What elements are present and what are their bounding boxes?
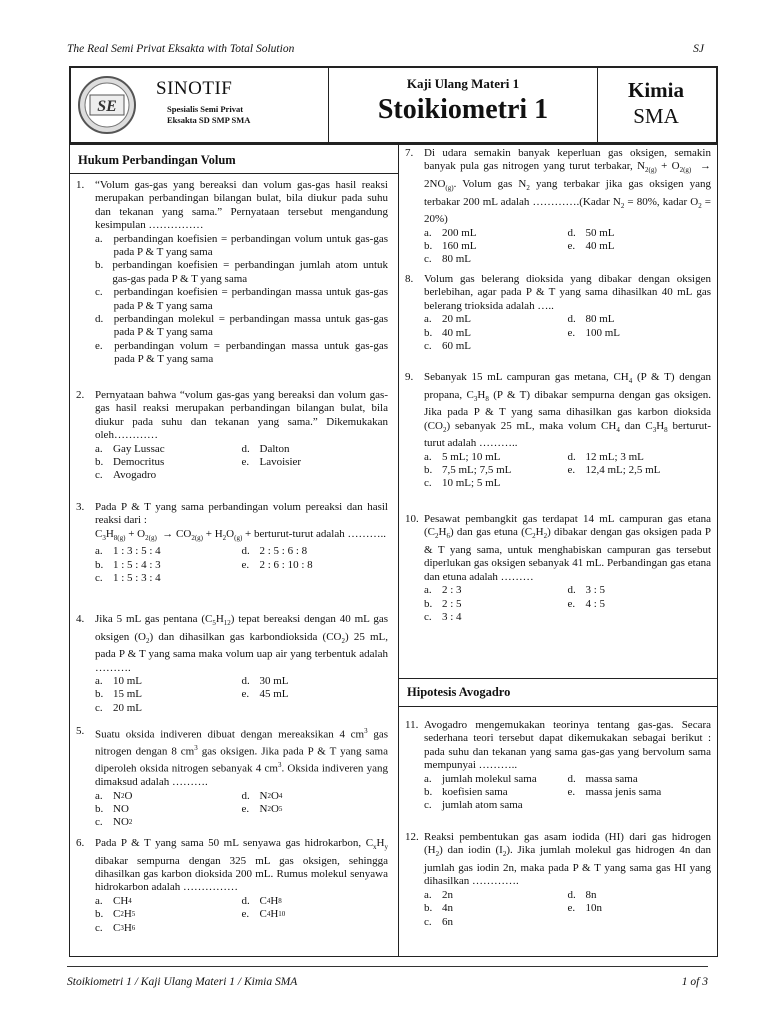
- section-divider: [398, 706, 718, 707]
- level-label: SMA: [633, 104, 679, 128]
- kaji-label: Kaji Ulang Materi 1: [406, 76, 520, 91]
- subject-block: [596, 68, 716, 142]
- section-title-avogadro: Hipotesis Avogadro: [407, 685, 511, 699]
- subject-label: Kimia: [628, 78, 684, 102]
- document-header: [69, 66, 718, 144]
- question-12: 12. Reaksi pembentukan gas asam iodida (HI) dari gas hidrogen $(H_2)$ dan iodin $(I_2)$. Jika jumlah molekul gas hidrogen 4n dan jumlah gas iodin 2n, maka pada P & T yang sama gas HI yang dihasilkan …………. a. 2n d. 8n b. 4n e. 10n c. 6n: [405, 831, 712, 928]
- question-1: 1. “Volum gas-gas yang bereaksi dan volum gas-gas hasil reaksi merupakan perbandingan bilangan bulat, bila diukur pada suhu dan tekanan yang sama.” Pernyataan tersebut mengandung kesimpulan …………… a. perbandingan koefisien = perbandingan volum untuk gas-gas pada P & T yang sama b. perbandingan koefisien = perbandingan jumlah atom untuk gas-gas pada P & T yang sama c. perbandingan koefisien = perbandingan massa untuk gas-gas pada P & T yang sama d. perbandingan molekul = perbandingan massa untuk gas-gas pada P & T yang sama e. perbandingan volum = perbandingan massa untuk gas-gas pada P & T yang sama: [76, 179, 388, 366]
- page-number: 1 of 3: [681, 976, 708, 988]
- right-column: [398, 144, 718, 957]
- question-6: 6. Pada P & T yang sama 50 mL senyawa gas hidrokarbon, $C_xH_y$ dibakar sempurna dengan 325 mL gas oksigen, sehingga dihasilkan gas karbon dioksida 200 mL. Rumus molekul senyawa hidrokarbon adalah …………… a. CH 4 d. C 4 H 8 b. C 2 H 5 e. C 4 H 10 c. C 3 H 6: [76, 837, 388, 934]
- question-4: 4. Jika 5 mL gas pentana $(C_5H_{12})$ tepat bereaksi dengan 40 mL gas oksigen $(O_2)$ dan dihasilkan gas karbondioksida $(CO_2)$ 25 mL, pada P & T yang sama maka volum uap air yang terbentuk adalah ………. a. 10 mL d. 30 mL b. 15 mL e. 45 mL c. 20 mL: [76, 613, 389, 714]
- question-3: 3. Pada P & T yang sama perbandingan volum pereaksi dan hasil reaksi dari : $C_3H_{8(g)} + O_{2(g)} \to CO_{2(g)} + H_2O_{(g)}$ + berturut-turut adalah ……….. a. 1 : 3 : 5 : 4 d. 2 : 5 : 6 : 8 b. 1 : 5 : 4 : 3 e. 2 : 6 : 10 : 8 c. 1 : 5 : 3 : 4: [76, 501, 388, 585]
- section-title-volum: Hukum Perbandingan Volum: [78, 153, 236, 167]
- question-10: 10. Pesawat pembangkit gas terdapat 14 mL campuran gas etana $(C_2H_6)$ dan gas etuna $(C_2H_2)$ dibakar dengan gas oksigen pada P & T yang sama, untuk menghabiskan campuran gas tersebut diperlukan gas oksigen sebanyak 41 mL. Perbandingan gas etana dan etuna adalah ……… a. 2 : 3 d. 3 : 5 b. 2 : 5 e. 4 : 5 c. 3 : 4: [405, 513, 711, 624]
- brand-tagline: Spesialis Semi Privat Eksakta SD SMP SMA: [167, 104, 251, 125]
- question-9: 9. Sebanyak 15 mL campuran gas metana, $CH_4$ (P & T) dengan propana, $C_3H_8$ (P & T) dibakar sempurna dengan gas oksigen. Jika pada P & T yang sama dihasilkan gas karbon dioksida $(CO_2)$ sebanyak 25 mL, maka volum $CH_4$ dan $C_3H_8$ berturut-turut adalah ……….. a. 5 mL; 10 mL d. 12 mL; 3 mL b. 7,5 mL; 7,5 mL e. 12,4 mL; 2,5 mL c. 10 mL; 5 mL: [405, 371, 712, 490]
- question-8: 8. Volum gas belerang dioksida yang dibakar dengan oksigen berlebihan, agar pada P & T yang sama dihasilkan 40 mL gas belerang trioksida adalah ….. a. 20 mL d. 80 mL b. 40 mL e. 100 mL c. 60 mL: [405, 273, 711, 353]
- question-11: 11. Avogadro mengemukakan teorinya tentang gas-gas. Secara sederhana teori tersebut dapat dikemukakan sebagai berikut : pada suhu dan tekanan yang sama gas-gas yang bervolum sama mempunyai ……….. a. jumlah molekul sama d. massa sama b. koefisien sama e. massa jenis sama c. jumlah atom sama: [405, 719, 711, 812]
- running-header-title: The Real Semi Privat Eksakta with Total Solution: [67, 43, 295, 55]
- question-2: 2. Pernyataan bahwa “volum gas-gas yang bereaksi dan volum gas-gas hasil reaksi merupakan perbandingan bilangan bulat, bila diukur pada suhu dan tekanan yang sama.” Dikemukakan oleh………… a. Gay Lussac d. Dalton b. Democritus e. Lavoisier c. Avogadro: [76, 389, 388, 482]
- svg-text:SE: SE: [97, 98, 117, 115]
- section-divider: [398, 678, 718, 679]
- question-7: 7. Di udara semakin banyak keperluan gas oksigen, semakin banyak pula gas nitrogen yang turut terbakar, $N_{2(g)} + O_{2(g)} \to 2NO_{(g)}$. Volum gas $N_2$ yang terbakar jika gas oksigen yang terbakar 200 mL adalah ………….(Kadar $N_2 = 80\%$, kadar $O_2 = 20\%$) a. 200 mL d. 50 mL b. 160 mL e. 40 mL c. 80 mL: [405, 147, 712, 266]
- footer-title: Stoikiometri 1 / Kaji Ulang Materi 1 / Kimia SMA: [67, 976, 298, 988]
- running-header-initials: SJ: [693, 43, 704, 55]
- sinotif-logo: [77, 75, 137, 135]
- left-column: [69, 144, 399, 957]
- page-title: Stoikiometri 1: [377, 94, 549, 125]
- footer-rule: [67, 966, 708, 967]
- running-header: [67, 43, 704, 59]
- brand-name: SINOTIF: [156, 78, 233, 99]
- question-5: 5. Suatu oksida indiveren dibuat dengan mereaksikan 4 $cm^3$ gas nitrogen dengan 8 $cm^3$ gas oksigen. Jika pada P & T yang sama diperoleh oksida nitrogen sebanyak 4 $cm^3$. Oksida indiveren yang dimaksud adalah ………. a. N 2 O d. N 2 O 4 b. NO e. N 2 O 5 c. NO 2: [76, 725, 388, 829]
- title-block: [328, 68, 598, 142]
